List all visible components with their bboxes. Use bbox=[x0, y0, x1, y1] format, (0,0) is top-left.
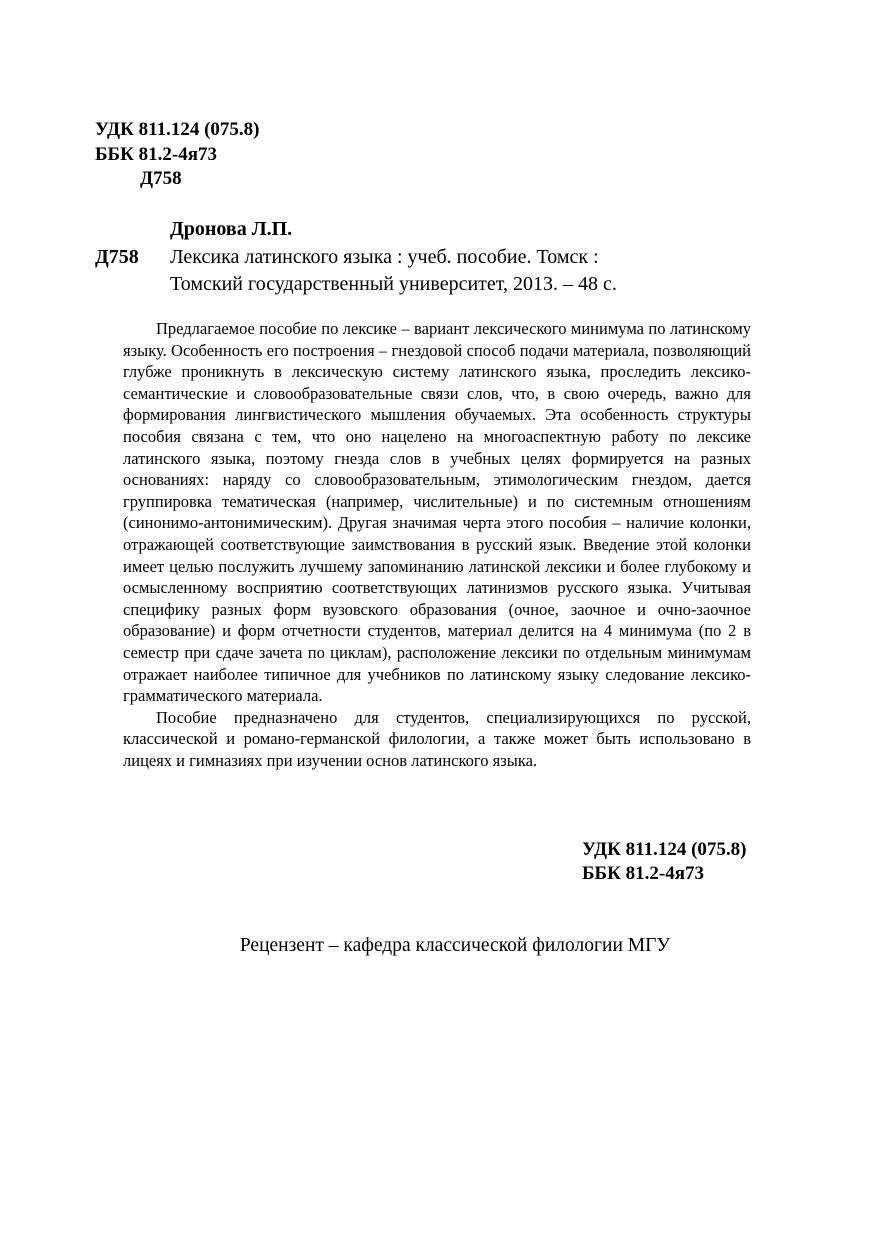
udk-classification-footer: УДК 811.124 (075.8) bbox=[582, 839, 747, 860]
bibliography-title-line: Лексика латинского языка : учеб. пособие. Томск : bbox=[170, 246, 599, 268]
udk-classification: УДК 811.124 (075.8) bbox=[95, 119, 260, 140]
reviewer-line: Рецензент – кафедра классической филологии МГУ bbox=[239, 935, 671, 956]
abstract bbox=[123, 318, 751, 771]
bbk-classification: ББК 81.2-4я73 bbox=[95, 144, 218, 165]
bibliography-publisher-line: Томский государственный университет, 2013. – 48 с. bbox=[170, 273, 617, 295]
abstract-paragraph-1: Предлагаемое пособие по лексике – вариант лексического минимума по латинскому языку. Особенность его построения – гнездовой способ подачи материала, позволяющий глубже проникнуть в лексическую систему латинского языка, проследить лексико-семантические и словообразовательные связи слов, что, в свою очередь, важно для формирования лингвистического мышления обучаемых. Эта особенность структуры пособия связана с тем, что оно нацелено на многоаспектную работу по лексике латинского языка, поэтому гнезда слов в учебных целях формируется на разных основаниях: наряду со словообразовательным, этимологическим гнездом, дается группировка тематическая (например, числительные) и по системным отношениям (синонимо-антонимическим). Другая значимая черта этого пособия – наличие колонки, отражающей соответствующие заимствования в русский язык. Введение этой колонки имеет целью послужить лучшему запоминанию латинской лексики и более глубокому и осмысленному восприятию соответствующих латинизмов русского языка. Учитывая специфику разных форм вузовского образования (очное, заочное и очно-заочное образование) и форм отчетности студентов, материал делится на 4 минимума (по 2 в семестр при сдаче зачета по циклам), расположение лексики по отдельным минимумам отражает наиболее типичное для учебников по латинскому языку следование лексико-грамматического материала. bbox=[123, 319, 751, 706]
abstract-paragraph-2: Пособие предназначено для студентов, специализирующихся по русской, классической и романо-германской филологии, а также может быть использовано в лицеях и гимназиях при изучении основ латинского языка. bbox=[123, 707, 751, 770]
bbk-classification-footer: ББК 81.2-4я73 bbox=[582, 863, 705, 884]
bibliography-author-mark: Д758 bbox=[95, 246, 139, 268]
bibliography-author: Дронова Л.П. bbox=[170, 218, 293, 240]
author-mark: Д758 bbox=[140, 168, 182, 189]
